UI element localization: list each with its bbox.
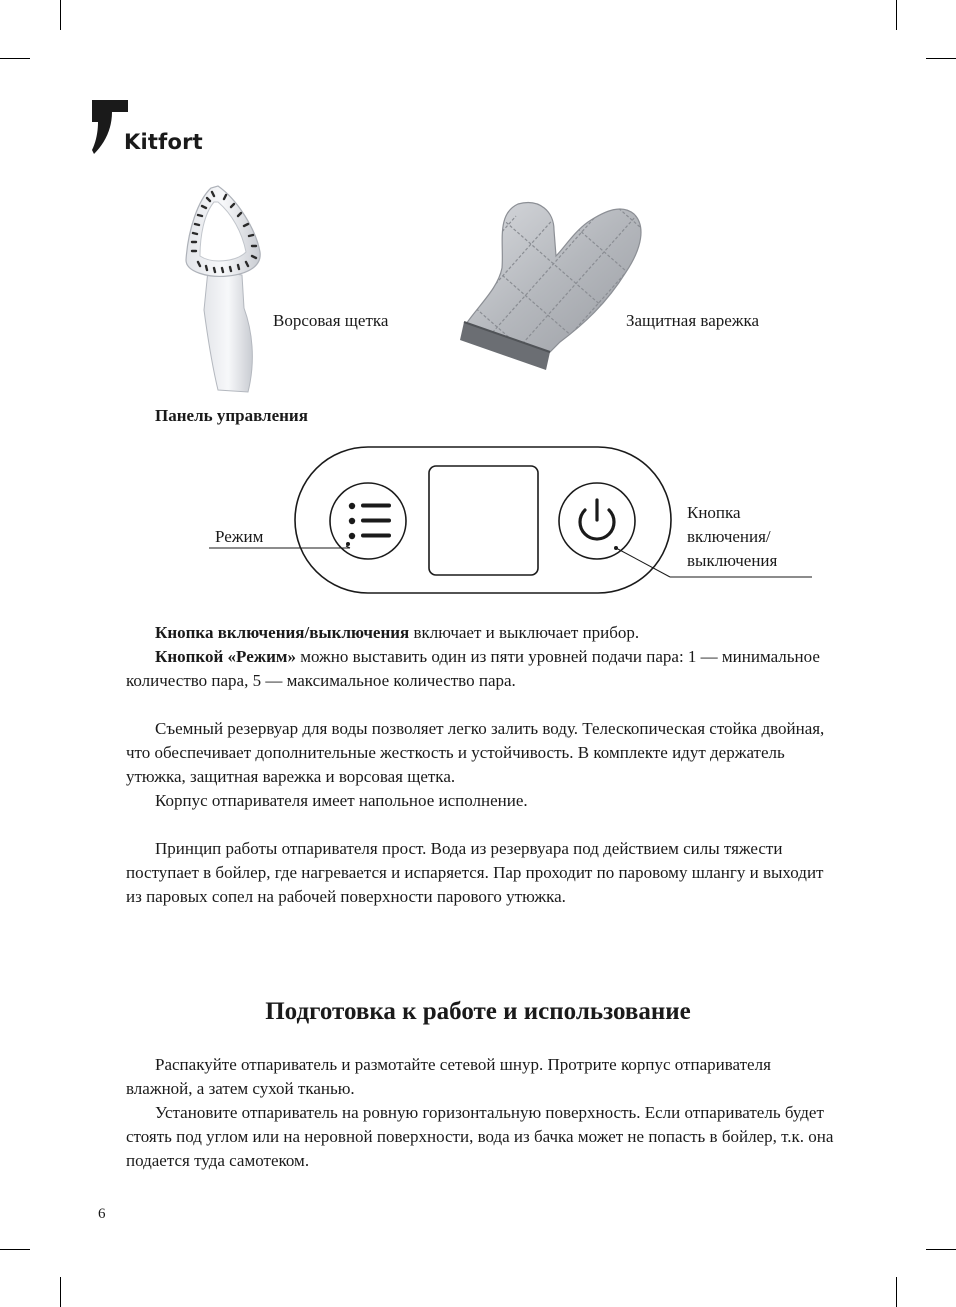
section-title: Подготовка к работе и использование	[265, 998, 691, 1025]
power-label-line-3: выключения	[687, 551, 778, 570]
mode-leader-dot	[346, 542, 350, 546]
brush-label: Ворсовая щетка	[273, 311, 389, 330]
crop-mark	[926, 1249, 956, 1250]
paragraph: Принцип работы отпаривателя прост. Вода из резервуара под действием силы тяжести поступает в бойлер, где нагревается и испаряется. Пар проходит по паровому шлангу и выходит из паровых сопел на рабочей поверхности парового утюжка.	[126, 839, 824, 906]
power-label-line-2: включения/	[687, 527, 771, 546]
brand-name: Kitfort	[124, 130, 203, 154]
mode-button-description: Кнопкой «Режим» можно выставить один из пяти уровней подачи пара: 1 — минимальное количество пара, 5 — максимальное количество пара.	[126, 647, 820, 690]
mode-list-icon	[349, 503, 391, 539]
power-leader-line	[616, 548, 670, 577]
paragraph: Распакуйте отпариватель и размотайте сетевой шнур. Протрите корпус отпаривателя влажной, а затем сухой тканью.	[126, 1055, 771, 1098]
working-principle	[126, 837, 838, 909]
power-button-description: Кнопка включения/выключения включает и выключает прибор.	[155, 623, 640, 642]
mitt-label: Защитная варежка	[626, 311, 760, 330]
paragraph: Корпус отпаривателя имеет напольное исполнение.	[155, 791, 528, 810]
features-description	[126, 717, 838, 813]
bristle-brush-image	[178, 180, 268, 398]
power-icon	[580, 500, 614, 539]
preparation-instructions	[126, 1053, 838, 1173]
crop-mark	[926, 58, 956, 59]
protective-mitt-image	[456, 196, 652, 376]
page-number: 6	[98, 1206, 106, 1222]
power-label-line-1: Кнопка	[687, 503, 741, 522]
crop-mark	[896, 0, 897, 30]
crop-mark	[60, 1277, 61, 1307]
crop-mark	[896, 1277, 897, 1307]
crop-mark	[0, 1249, 30, 1250]
buttons-description	[126, 621, 838, 693]
panel-display	[429, 466, 538, 575]
paragraph: Установите отпариватель на ровную горизонтальную поверхность. Если отпариватель будет стоять под углом или на неровной поверхности, вода из бачка может не попасть в бойлер, т.к. она подается туда самотеком.	[126, 1103, 834, 1170]
mode-label: Режим	[215, 527, 264, 546]
power-leader-dot	[614, 546, 618, 550]
control-panel-heading: Панель управления	[155, 406, 308, 425]
crop-mark	[0, 58, 30, 59]
crop-mark	[60, 0, 61, 30]
paragraph: Съемный резервуар для воды позволяет легко залить воду. Телескопическая стойка двойная, что обеспечивает дополнительные жесткость и устойчивость. В комплекте идут держатель утюжка, защитная варежка и ворсовая щетка.	[126, 719, 825, 786]
